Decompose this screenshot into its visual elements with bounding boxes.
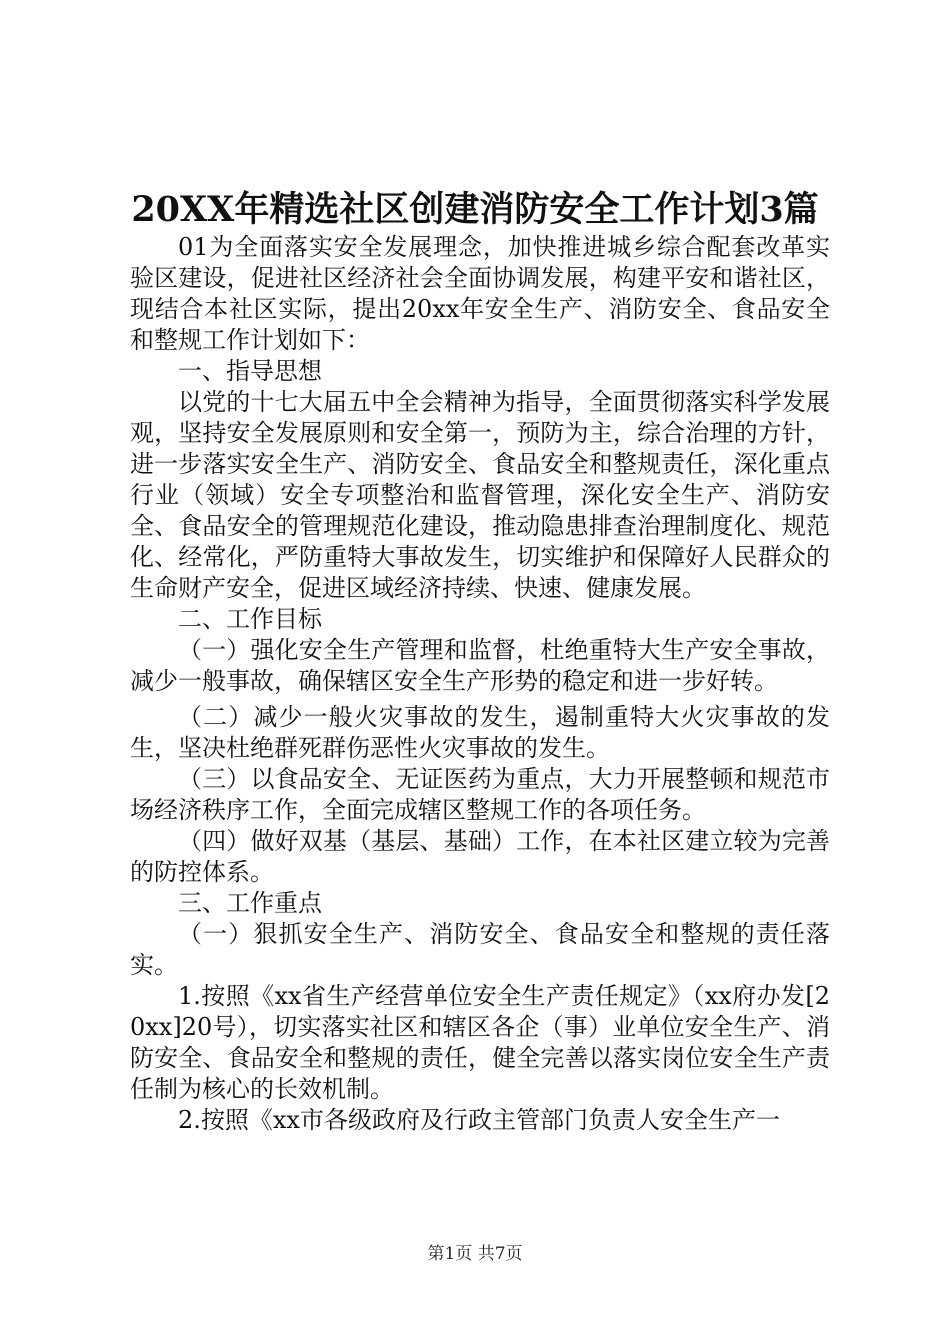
paragraph-goal-3: （三）以食品安全、无证医药为重点，大力开展整顿和规范市场经济秩序工作，全面完成辖区整规工作的各项任务。 — [130, 765, 830, 824]
paragraph-intro: 01为全面落实安全发展理念，加快推进城乡综合配套改革实验区建设，促进社区经济社会全面协调发展，构建平安和谐社区，现结合本社区实际，提出20xx年安全生产、消防安全、食品安全和整规工作计划如下： — [130, 233, 830, 354]
paragraph-focus-item-2: 2.按照《xx市各级政府及行政主管部门负责人安全生产一 — [178, 1106, 780, 1134]
section-heading-work-focus: 三、工作重点 — [178, 889, 322, 917]
paragraph-goal-4: （四）做好双基（基层、基础）工作，在本社区建立较为完善的防控体系。 — [130, 827, 830, 886]
paragraph-focus-1: （一）狠抓安全生产、消防安全、食品安全和整规的责任落实。 — [130, 920, 830, 979]
document-body — [130, 232, 830, 1136]
page-number-footer: 第1页 共7页 — [427, 1244, 523, 1264]
section-heading-work-goals: 二、工作目标 — [178, 605, 322, 633]
paragraph-guiding-thought: 以党的十七大届五中全会精神为指导，全面贯彻落实科学发展观，坚持安全发展原则和安全第一，预防为主，综合治理的方针，进一步落实安全生产、消防安全、食品安全和整规责任，深化重点行业（领域）安全专项整治和监督管理，深化安全生产、消防安全、食品安全的管理规范化建设，推动隐患排查治理制度化、规范化、经常化，严防重特大事故发生，切实维护和保障好人民群众的生命财产安全，促进区域经济持续、快速、健康发展。 — [130, 388, 830, 602]
paragraph-goal-2: （二）减少一般火灾事故的发生，遏制重特大火灾事故的发生，坚决杜绝群死群伤恶性火灾事故的发生。 — [130, 703, 830, 762]
paragraph-goal-1: （一）强化安全生产管理和监督，杜绝重特大生产安全事故，减少一般事故，确保辖区安全生产形势的稳定和进一步好转。 — [130, 636, 830, 695]
paragraph-focus-item-1: 1.按照《xx省生产经营单位安全生产责任规定》（xx府办发[20xx]20号），切实落实社区和辖区各企（事）业单位安全生产、消防安全、食品安全和整规的责任，健全完善以落实岗位安全生产责任制为核心的长效机制。 — [130, 982, 830, 1103]
document-title: 20XX年精选社区创建消防安全工作计划3篇 — [131, 189, 819, 230]
section-heading-guiding-thought: 一、指导思想 — [178, 357, 322, 385]
